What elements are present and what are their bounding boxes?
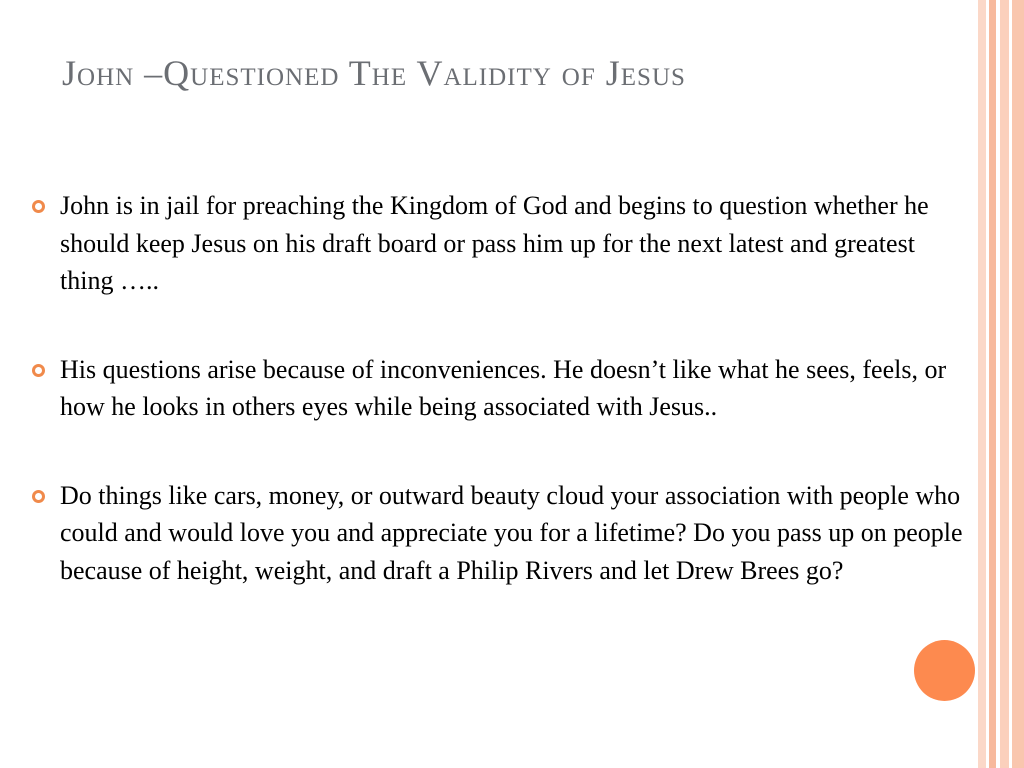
slide-title: John –Questioned The Validity of Jesus — [62, 53, 686, 93]
decorative-stripe — [1000, 0, 1009, 768]
decorative-stripe — [1012, 0, 1024, 768]
bullet-text: John is in jail for preaching the Kingdom of God and begins to question whether he should keep Jesus on his draft board or pass him up for the next latest and greatest thing ….. — [60, 191, 929, 295]
bullet-item — [30, 477, 970, 590]
bullet-list — [30, 187, 970, 640]
decorative-circle-icon — [914, 640, 975, 701]
decorative-stripe — [978, 0, 986, 768]
decorative-stripe — [989, 0, 996, 768]
ring-bullet-icon — [32, 364, 45, 377]
bullet-text: Do things like cars, money, or outward beauty cloud your association with people who could and would love you and appreciate you for a lifetime? Do you pass up on people because of height, weight, and draft a Philip Rivers and let Drew Brees go? — [60, 480, 963, 585]
bullet-text: His questions arise because of inconveniences. He doesn’t like what he sees, feels, or how he looks in others eyes while being associated with Jesus.. — [60, 354, 947, 421]
ring-bullet-icon — [32, 200, 45, 213]
ring-bullet-icon — [32, 490, 45, 503]
bullet-item — [30, 187, 970, 300]
bullet-item — [30, 351, 970, 426]
